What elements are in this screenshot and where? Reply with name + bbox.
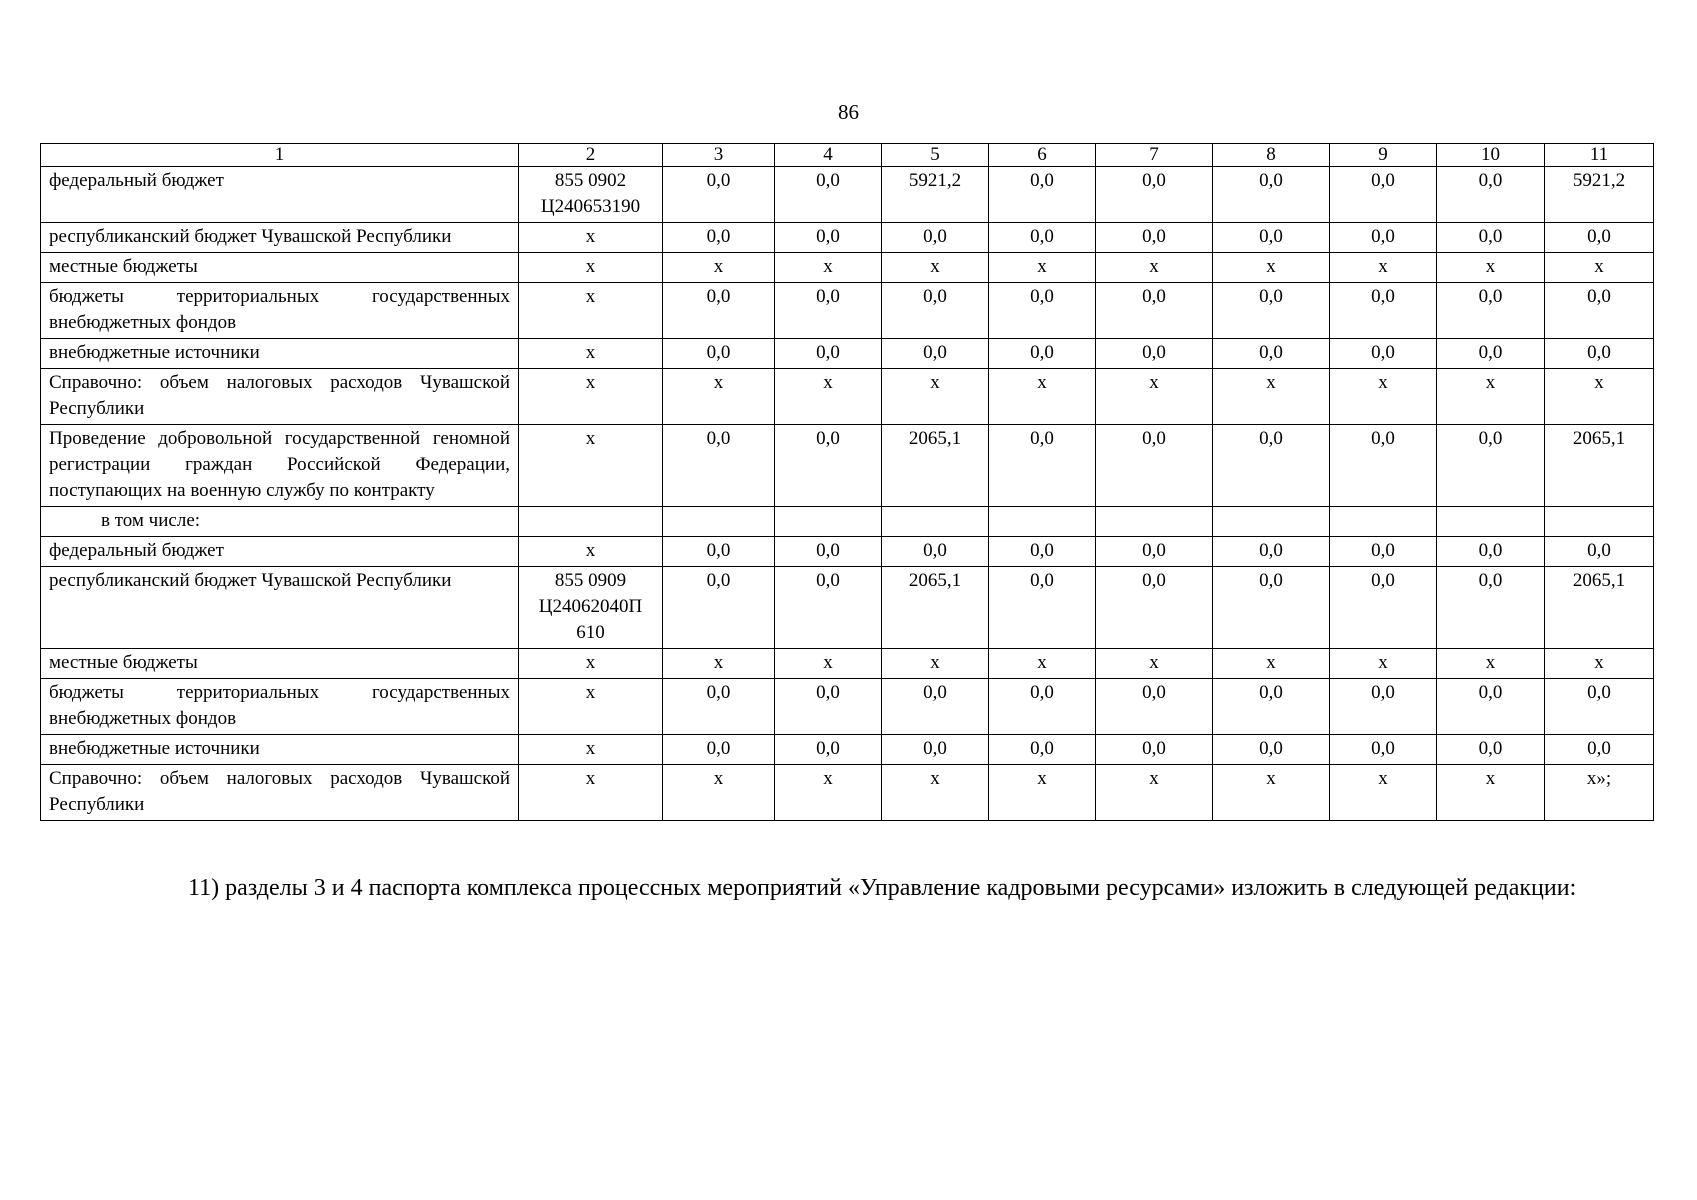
value-cell: х (1545, 369, 1654, 425)
value-cell: 0,0 (1213, 223, 1330, 253)
value-cell: х (1545, 253, 1654, 283)
value-cell (775, 507, 882, 537)
table-row (41, 735, 1654, 765)
value-cell: х (1437, 253, 1545, 283)
value-cell: 0,0 (775, 425, 882, 507)
value-cell: 0,0 (1096, 283, 1213, 339)
value-cell: х (1330, 369, 1437, 425)
value-cell: 0,0 (989, 425, 1096, 507)
budget-code-cell: х (519, 283, 663, 339)
table-row (41, 765, 1654, 821)
column-header: 6 (989, 144, 1096, 167)
budget-code-cell: х (519, 679, 663, 735)
value-cell: 0,0 (1096, 537, 1213, 567)
value-cell: х (1330, 253, 1437, 283)
value-cell: х (989, 649, 1096, 679)
value-cell: х (1213, 765, 1330, 821)
column-header: 1 (41, 144, 519, 167)
row-label: местные бюджеты (41, 649, 519, 679)
value-cell: 0,0 (1330, 567, 1437, 649)
value-cell (663, 507, 775, 537)
value-cell (1096, 507, 1213, 537)
value-cell: 0,0 (882, 283, 989, 339)
value-cell: 0,0 (1545, 537, 1654, 567)
value-cell: 0,0 (882, 735, 989, 765)
budget-code-cell: х (519, 223, 663, 253)
value-cell: 0,0 (989, 339, 1096, 369)
column-header: 8 (1213, 144, 1330, 167)
value-cell (1545, 507, 1654, 537)
value-cell: 0,0 (775, 223, 882, 253)
value-cell: 0,0 (1096, 679, 1213, 735)
table-row (41, 167, 1654, 223)
value-cell: 5921,2 (882, 167, 989, 223)
value-cell: 0,0 (1330, 283, 1437, 339)
value-cell: х (775, 765, 882, 821)
table-header-row (41, 144, 1654, 167)
value-cell: 0,0 (663, 567, 775, 649)
value-cell: 0,0 (1545, 223, 1654, 253)
table-body (41, 144, 1654, 821)
table-row (41, 425, 1654, 507)
value-cell: х (989, 765, 1096, 821)
value-cell: 2065,1 (1545, 567, 1654, 649)
value-cell (882, 507, 989, 537)
column-header: 4 (775, 144, 882, 167)
row-label: местные бюджеты (41, 253, 519, 283)
value-cell: х (1213, 649, 1330, 679)
value-cell: 0,0 (1096, 167, 1213, 223)
value-cell: 0,0 (1330, 223, 1437, 253)
budget-code-cell: х (519, 537, 663, 567)
value-cell: 0,0 (1213, 679, 1330, 735)
budget-code-cell: х (519, 735, 663, 765)
value-cell: х (1213, 253, 1330, 283)
row-label: в том числе: (41, 507, 519, 537)
page-number: 86 (838, 100, 859, 124)
value-cell: х (882, 649, 989, 679)
value-cell: 0,0 (989, 537, 1096, 567)
value-cell (1437, 507, 1545, 537)
value-cell: 0,0 (989, 567, 1096, 649)
value-cell: х (1437, 649, 1545, 679)
value-cell: х (1330, 765, 1437, 821)
budget-code-cell: х (519, 765, 663, 821)
value-cell: 0,0 (882, 679, 989, 735)
value-cell: 0,0 (882, 339, 989, 369)
row-label: федеральный бюджет (41, 167, 519, 223)
value-cell: 0,0 (663, 167, 775, 223)
value-cell: 0,0 (1213, 339, 1330, 369)
row-label: внебюджетные источники (41, 339, 519, 369)
value-cell: 0,0 (1545, 679, 1654, 735)
row-label: Справочно: объем налоговых расходов Чувашской Республики (41, 765, 519, 821)
value-cell: 0,0 (775, 735, 882, 765)
value-cell: х (775, 253, 882, 283)
value-cell: 0,0 (1096, 223, 1213, 253)
value-cell: 0,0 (989, 283, 1096, 339)
value-cell: 0,0 (663, 537, 775, 567)
value-cell: 0,0 (1437, 735, 1545, 765)
budget-code-cell: 855 0902 Ц240653190 (519, 167, 663, 223)
value-cell: 0,0 (1096, 735, 1213, 765)
value-cell: 0,0 (775, 167, 882, 223)
table-row (41, 369, 1654, 425)
value-cell: 0,0 (663, 679, 775, 735)
budget-code-cell: х (519, 649, 663, 679)
column-header: 2 (519, 144, 663, 167)
value-cell: 0,0 (1330, 735, 1437, 765)
value-cell: 0,0 (1213, 537, 1330, 567)
table-row (41, 223, 1654, 253)
table-row (41, 253, 1654, 283)
value-cell: 0,0 (989, 735, 1096, 765)
value-cell: 0,0 (663, 283, 775, 339)
value-cell: 0,0 (1330, 425, 1437, 507)
column-header: 7 (1096, 144, 1213, 167)
value-cell: 0,0 (775, 283, 882, 339)
value-cell: х (1437, 369, 1545, 425)
value-cell: 0,0 (1330, 167, 1437, 223)
value-cell: х (1096, 649, 1213, 679)
value-cell: 0,0 (882, 537, 989, 567)
table-row (41, 283, 1654, 339)
value-cell: 0,0 (775, 537, 882, 567)
value-cell: 0,0 (989, 167, 1096, 223)
column-header: 3 (663, 144, 775, 167)
value-cell: х (1213, 369, 1330, 425)
value-cell: 0,0 (663, 339, 775, 369)
value-cell: х (1545, 649, 1654, 679)
value-cell: 0,0 (989, 679, 1096, 735)
value-cell: 2065,1 (882, 567, 989, 649)
value-cell: 0,0 (1437, 567, 1545, 649)
value-cell: х (663, 253, 775, 283)
value-cell (1330, 507, 1437, 537)
value-cell: 0,0 (775, 679, 882, 735)
value-cell: 0,0 (1437, 537, 1545, 567)
value-cell: х (1096, 253, 1213, 283)
value-cell: х (1096, 765, 1213, 821)
row-label: Справочно: объем налоговых расходов Чувашской Республики (41, 369, 519, 425)
value-cell: х (663, 765, 775, 821)
value-cell: 0,0 (1437, 339, 1545, 369)
value-cell: 0,0 (1545, 283, 1654, 339)
value-cell: х (775, 369, 882, 425)
value-cell: 0,0 (1545, 735, 1654, 765)
column-header: 10 (1437, 144, 1545, 167)
value-cell: х (775, 649, 882, 679)
value-cell: 2065,1 (1545, 425, 1654, 507)
row-label: бюджеты территориальных государственных внебюджетных фондов (41, 679, 519, 735)
value-cell: 0,0 (1213, 283, 1330, 339)
value-cell: 0,0 (989, 223, 1096, 253)
value-cell: 0,0 (1213, 567, 1330, 649)
row-label: республиканский бюджет Чувашской Республики (41, 567, 519, 649)
table-row (41, 679, 1654, 735)
budget-code-cell: х (519, 339, 663, 369)
value-cell (1213, 507, 1330, 537)
value-cell: 0,0 (663, 223, 775, 253)
value-cell: 5921,2 (1545, 167, 1654, 223)
table-row (41, 537, 1654, 567)
table-row (41, 507, 1654, 537)
value-cell: х»; (1545, 765, 1654, 821)
value-cell: 0,0 (775, 567, 882, 649)
value-cell: х (989, 253, 1096, 283)
table-row (41, 339, 1654, 369)
value-cell: 0,0 (775, 339, 882, 369)
value-cell: 0,0 (1096, 425, 1213, 507)
row-label: внебюджетные источники (41, 735, 519, 765)
row-label: Проведение добровольной государственной геномной регистрации граждан Российской Федерации, поступающих на военную службу по контракту (41, 425, 519, 507)
row-label: республиканский бюджет Чувашской Республики (41, 223, 519, 253)
value-cell: 0,0 (1437, 283, 1545, 339)
column-header: 11 (1545, 144, 1654, 167)
value-cell: 0,0 (1330, 339, 1437, 369)
value-cell: х (882, 369, 989, 425)
value-cell: х (1096, 369, 1213, 425)
value-cell: 0,0 (1213, 167, 1330, 223)
value-cell: 0,0 (1213, 735, 1330, 765)
value-cell: 0,0 (1213, 425, 1330, 507)
budget-code-cell (519, 507, 663, 537)
value-cell: 0,0 (1096, 339, 1213, 369)
column-header: 5 (882, 144, 989, 167)
budget-code-cell: х (519, 253, 663, 283)
budget-table (40, 143, 1654, 821)
value-cell: 0,0 (1545, 339, 1654, 369)
value-cell: х (989, 369, 1096, 425)
value-cell: 0,0 (1437, 223, 1545, 253)
value-cell: 2065,1 (882, 425, 989, 507)
budget-code-cell: 855 0909 Ц24062040П 610 (519, 567, 663, 649)
value-cell: х (882, 253, 989, 283)
table-row (41, 567, 1654, 649)
value-cell: х (663, 369, 775, 425)
value-cell: х (882, 765, 989, 821)
table-row (41, 649, 1654, 679)
budget-code-cell: х (519, 369, 663, 425)
value-cell: 0,0 (1330, 679, 1437, 735)
body-paragraph: 11) разделы 3 и 4 паспорта комплекса процессных мероприятий «Управление кадровыми ресурсами» изложить в следующей редакции: (188, 875, 1577, 901)
value-cell: 0,0 (663, 735, 775, 765)
column-header: 9 (1330, 144, 1437, 167)
row-label: федеральный бюджет (41, 537, 519, 567)
value-cell: 0,0 (882, 223, 989, 253)
value-cell: 0,0 (1096, 567, 1213, 649)
row-label: бюджеты территориальных государственных внебюджетных фондов (41, 283, 519, 339)
value-cell: 0,0 (1437, 679, 1545, 735)
value-cell: х (663, 649, 775, 679)
value-cell: 0,0 (1330, 537, 1437, 567)
budget-code-cell: х (519, 425, 663, 507)
value-cell: 0,0 (663, 425, 775, 507)
value-cell: х (1330, 649, 1437, 679)
value-cell: х (1437, 765, 1545, 821)
value-cell (989, 507, 1096, 537)
value-cell: 0,0 (1437, 425, 1545, 507)
value-cell: 0,0 (1437, 167, 1545, 223)
